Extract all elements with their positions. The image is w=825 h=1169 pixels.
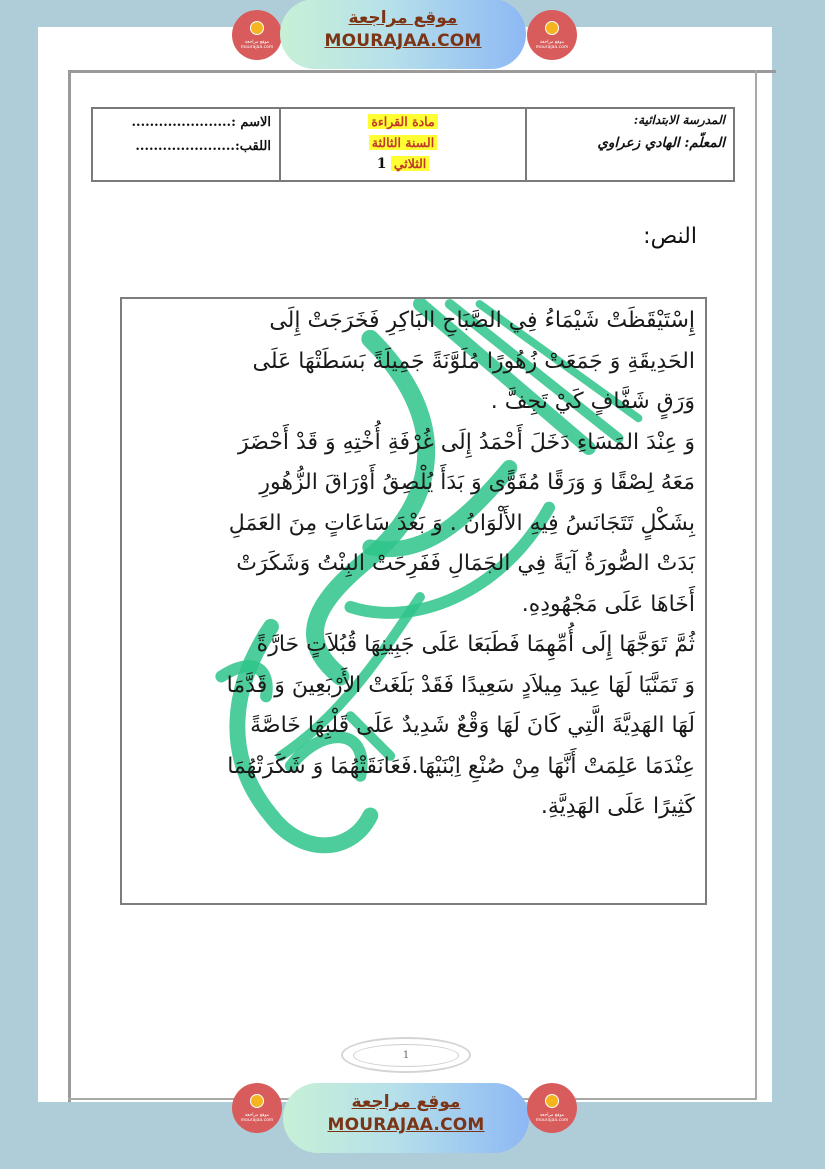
book-logo-icon xyxy=(250,21,264,35)
passage-line: عِنْدَمَا عَلِمَتْ أَنَّهَا مِنْ صُنْعِ اِبْنَيْهَا.فَعَانَقَتْهُمَا وَ شَكَرَتْهُمَا xyxy=(227,753,695,779)
passage-line: لَهَا الهَدِيَّةَ الَّتِي كَانَ لَهَا وَقْعٌ شَدِيدٌ عَلَى قَلْبِهَا خَاصَّةً xyxy=(250,713,695,738)
badge-caption: موقع مراجعة mourajaa.com xyxy=(535,1113,569,1123)
term-label: الثلاثي xyxy=(391,156,429,171)
term-number: 1 xyxy=(376,156,387,172)
header-info-table xyxy=(91,107,735,182)
bottom-left-logo-badge[interactable] xyxy=(232,1083,282,1133)
name-field xyxy=(132,115,271,130)
passage-line: إِسْتَيْقَظَتْ شَيْمَاءُ فِي الصَّبَاحِ البَاكِرِ فَخَرَجَتْ إِلَى xyxy=(269,308,695,333)
surname-blank: ...................... xyxy=(135,139,235,154)
passage-line: كَثِيرًا عَلَى الهَدِيَّةِ. xyxy=(540,794,695,819)
banner-title-english[interactable]: MOURAJAA.COM xyxy=(327,1115,485,1135)
badge-caption: موقع مراجعة mourajaa.com xyxy=(240,1113,274,1123)
surname-label: اللقب: xyxy=(234,139,271,154)
reading-passage-box xyxy=(120,297,707,905)
section-title-text: النص: xyxy=(643,224,697,249)
passage-line: بِشَكْلٍ تَتَجَانَسُ فِيهِ الأَلْوَانُ . وَ بَعْدَ سَاعَاتٍ مِنَ العَمَلِ xyxy=(228,510,695,536)
banner-title-arabic[interactable]: موقع مراجعة xyxy=(351,1092,461,1112)
passage-line: أَخَاهَا عَلَى مَجْهُودِهِ. xyxy=(521,591,695,617)
page-number: 1 xyxy=(353,1044,459,1067)
name-label: الاسم : xyxy=(231,115,271,130)
badge-caption: موقع مراجعة mourajaa.com xyxy=(240,40,274,50)
name-blank: ...................... xyxy=(131,115,232,130)
passage-line: بَدَتْ الصُّورَةُ آيَةً فِي الجَمَالِ فَفَرِحَتْ البِنْتُ وَشَكَرَتْ xyxy=(236,551,695,576)
school-label: المدرسة الابتدائية: xyxy=(633,113,725,127)
page-number-oval xyxy=(341,1037,471,1073)
subject-cell xyxy=(281,109,527,180)
bottom-right-logo-badge[interactable] xyxy=(527,1083,577,1133)
passage-line: مَعَهُ لِصْقًا وَ وَرَقًا مُقَوًّى وَ بَدَأَ يُلْصِقُ أَوْرَاقَ الزُّهُورِ xyxy=(259,470,695,495)
book-logo-icon xyxy=(545,21,559,35)
top-left-logo-badge[interactable] xyxy=(232,10,282,60)
passage-line: وَ عِنْدَ المَسَاءِ دَخَلَ أَحْمَدُ إِلَى غُرْفَةِ أُخْتِهِ وَ قَدْ أَحْضَرَ xyxy=(238,429,695,455)
passage-line: وَ تَمَنَّيَا لَهَا عِيدَ مِيلاَدٍ سَعِيدًا فَقَدْ بَلَغَتْ الأَرْبَعِينَ وَ قَدَّمَا xyxy=(226,672,695,698)
school-year: السنة الثالثة xyxy=(369,135,437,150)
subject-title: مادة القراءة xyxy=(368,114,437,129)
bottom-site-banner[interactable] xyxy=(283,1083,529,1153)
passage-line: الحَدِيقَةِ وَ جَمَعَتْ زُهُورًا مُلَوَّنَةً جَمِيلَةً بَسَطَتْهَا عَلَى xyxy=(252,348,695,374)
book-logo-icon xyxy=(545,1094,559,1108)
book-logo-icon xyxy=(250,1094,264,1108)
banner-title-english[interactable]: MOURAJAA.COM xyxy=(324,31,482,51)
banner-title-arabic[interactable]: موقع مراجعة xyxy=(348,8,458,28)
passage-line: وَرَقٍ شَفَّافٍ كَيْ تَجِفَّ . xyxy=(490,389,695,414)
school-teacher-cell xyxy=(527,109,733,180)
teacher-name: المعلّم: الهادي زعراوي xyxy=(597,135,725,151)
passage-text xyxy=(122,299,705,828)
student-name-cell xyxy=(93,109,281,180)
surname-field xyxy=(135,139,271,154)
page-frame-right-border xyxy=(755,70,757,1100)
top-right-logo-badge[interactable] xyxy=(527,10,577,60)
top-site-banner[interactable] xyxy=(280,0,526,69)
badge-caption: موقع مراجعة mourajaa.com xyxy=(535,40,569,50)
passage-line: ثُمَّ تَوَجَّهَا إِلَى أُمِّهِمَا فَطَبَعَا عَلَى جَبِينِهَا قُبُلاَتٍ حَارَّةً xyxy=(256,632,695,657)
